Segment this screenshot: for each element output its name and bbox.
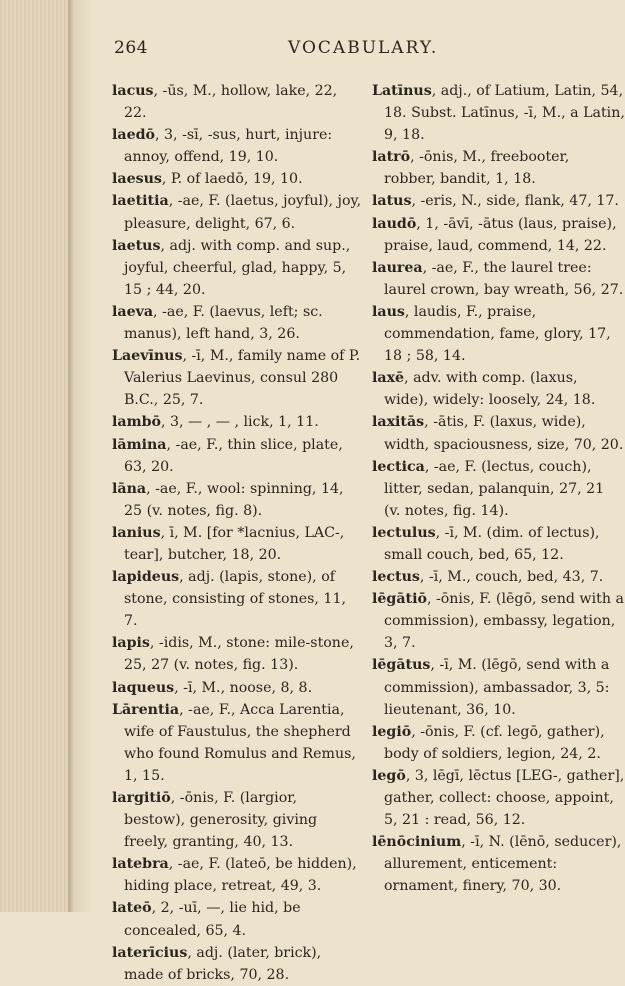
vocab-entry [112,80,362,124]
entry-definition: , adv. with comp. (laxus, wide), widely: loosely, 24, 18. [384,370,596,409]
vocab-entry [372,566,625,588]
headword: lateō [112,900,152,917]
spine-shadow [68,0,92,912]
vocab-entry [112,677,362,699]
headword: lēgātiō [372,591,427,608]
headword: lacus [112,83,154,99]
headword: legō [372,767,406,784]
entry-definition: , -ae, F., wool: spinning, 14, 25 (v. notes, fig. 8). [124,480,344,519]
headword: lambō [112,414,161,431]
entry-definition: , -ae, F. (lectus, couch), litter, sedan, palanquin, 27, 21 (v. notes, fig. 14). [384,458,605,519]
entry-definition: , adj. (later, brick), made of bricks, 70, 28. [124,944,322,983]
entry-definition: , -ōnis, F. (cf. legō, gather), body of soldiers, legion, 24, 2. [384,723,605,762]
entry-definition: , adj. (lapis, stone), of stone, consisting of stones, 11, 7. [124,569,346,630]
entry-definition: , 1, -āvī, -ātus (laus, praise), praise, laud, commend, 14, 22. [384,215,617,254]
headword: laedō [112,127,155,144]
vocab-entry [112,190,362,234]
vocab-entry [112,411,362,433]
headword: lēgātus [372,657,431,674]
vocab-entry [112,522,362,566]
vocab-entry [372,765,625,831]
headword: laterīcius [112,944,188,961]
vocab-entry [112,942,362,986]
entry-definition: , -ōnis, F. (lēgō, send with a commission), embassy, legation, 3, 7. [384,591,624,652]
entry-definition: , -ī, M., couch, bed, 43, 7. [419,569,604,586]
headword: laetitia [112,193,169,210]
headword: laxē [372,370,405,387]
vocab-entry [372,721,625,765]
vocab-entry [112,897,362,941]
page-number: 264 [114,38,148,58]
entry-definition: , -eris, N., side, flank, 47, 17. [411,193,619,210]
headword: laudō [372,215,417,232]
entry-definition: , -ī, M., family name of P. Valerius Laevinus, consul 280 B.C., 25, 7. [124,348,361,409]
entry-definition: , 3, — , — , lick, 1, 11. [160,414,319,431]
vocab-entry [112,168,362,190]
entry-definition: , -ī, N. (lēnō, seducer), allurement, enticement: ornament, finery, 70, 30. [384,834,622,895]
left-column [112,80,362,986]
entry-definition: , -ī, M. (dim. of lectus), small couch, bed, 65, 12. [384,524,600,563]
vocab-entry [112,434,362,478]
entry-definition: , laudis, F., praise, commendation, fame, glory, 17, 18 ; 58, 14. [384,303,611,365]
vocab-entry [112,124,362,168]
vocab-entry [372,146,625,190]
vocab-entry [372,80,625,146]
vocab-entry [372,301,625,367]
vocab-entry [372,367,625,411]
vocab-entry [372,456,625,522]
headword: lapideus [112,569,180,586]
entry-definition: , -ūs, M., hollow, lake, 22, 22. [124,83,338,122]
vocab-entry [372,654,625,720]
headword: latebra [112,856,169,873]
vocab-entry [112,478,362,522]
headword: latus [372,193,412,210]
entry-definition: , -ae, F. (laetus, joyful), joy, pleasure, delight, 67, 6. [124,193,362,232]
vocab-entry [372,588,625,654]
running-title: VOCABULARY. [288,38,439,58]
headword: lectica [372,458,425,475]
headword: laurea [372,259,423,276]
vocab-entry [372,257,625,301]
vocab-entry [372,522,625,566]
entry-definition: , -ae, F., thin slice, plate, 63, 20. [124,436,343,475]
vocab-entry [112,235,362,301]
headword: laeva [112,303,154,320]
headword: Laevīnus [112,348,183,365]
headword: lectus [372,569,420,586]
headword: laxitās [372,414,425,431]
entry-definition: , adj., of Latium, Latin, 54, 18. Subst. Latīnus, -ī, M., a Latin, 9, 18. [384,83,625,144]
headword: lāmina [112,436,167,453]
entry-definition: , -idis, M., stone: mile-stone, 25, 27 (v. notes, fig. 13). [124,635,354,674]
headword: Latīnus [372,83,432,99]
vocab-entry [372,213,625,257]
entry-definition: , 2, -uī, —, lie hid, be concealed, 65, 4. [124,900,301,939]
entry-definition: , -ī, M. (lēgō, send with a commission), ambassador, 3, 5: lieutenant, 36, 10. [384,657,610,718]
headword: lāna [112,480,147,497]
headword: laqueus [112,679,175,696]
vocab-entry [112,301,362,345]
entry-definition: , -ātis, F. (laxus, wide), width, spaciousness, size, 70, 20. [384,414,624,453]
headword: largitiō [112,790,171,806]
vocab-entry [372,190,625,212]
headword: laus [372,303,405,320]
headword: laesus [112,171,162,188]
vocab-entry [112,787,362,853]
headword: lēnōcinium [372,834,462,851]
entry-definition: , -ae, F. (lateō, be hidden), hiding place, retreat, 49, 3. [124,856,357,895]
vocab-entry [112,632,362,676]
vocab-entry [112,699,362,787]
entry-definition: , -ī, M., noose, 8, 8. [174,679,313,696]
entry-definition: , 3, lēgī, lēctus [LEG-, gather], gather, collect: choose, appoint, 5, 21 : read, 56, 12. [384,767,625,829]
vocab-entry [112,345,362,411]
entry-definition: , 3, -sī, -sus, hurt, injure: annoy, offend, 19, 10. [124,127,333,166]
entry-definition: , -ōnis, F. (largior, bestow), generosity, giving freely, granting, 40, 13. [124,790,318,851]
page-edges [0,0,68,912]
headword: lapis [112,635,150,652]
entry-definition: , -ae, F. (laevus, left; sc. manus), left hand, 3, 26. [124,303,323,343]
headword: lectulus [372,524,436,541]
entry-definition: , -ōnis, M., freebooter, robber, bandit, 1, 18. [384,149,570,188]
headword: legiō [372,723,412,740]
entry-definition: , adj. with comp. and sup., joyful, cheerful, glad, happy, 5, 15 ; 44, 20. [124,237,351,298]
headword: latrō [372,149,411,166]
headword: Lārentia [112,701,180,718]
vocab-entry [112,853,362,897]
entry-definition: , -ae, F., Acca Larentia, wife of Faustulus, the shepherd who found Romulus and Remus, 1, 15. [124,701,356,784]
headword: lanius [112,524,161,541]
page-header [112,38,603,62]
headword: laetus [112,237,161,254]
entry-definition: , ī, M. [for *lacnius, LAC-, tear], butcher, 18, 20. [124,524,345,563]
entry-definition: , P. of laedō, 19, 10. [161,171,303,188]
vocab-entry [112,566,362,632]
right-column [372,80,625,897]
vocab-entry [372,411,625,455]
entry-definition: , -ae, F., the laurel tree: laurel crown, bay wreath, 56, 27. [384,259,624,298]
vocab-entry [372,831,625,897]
